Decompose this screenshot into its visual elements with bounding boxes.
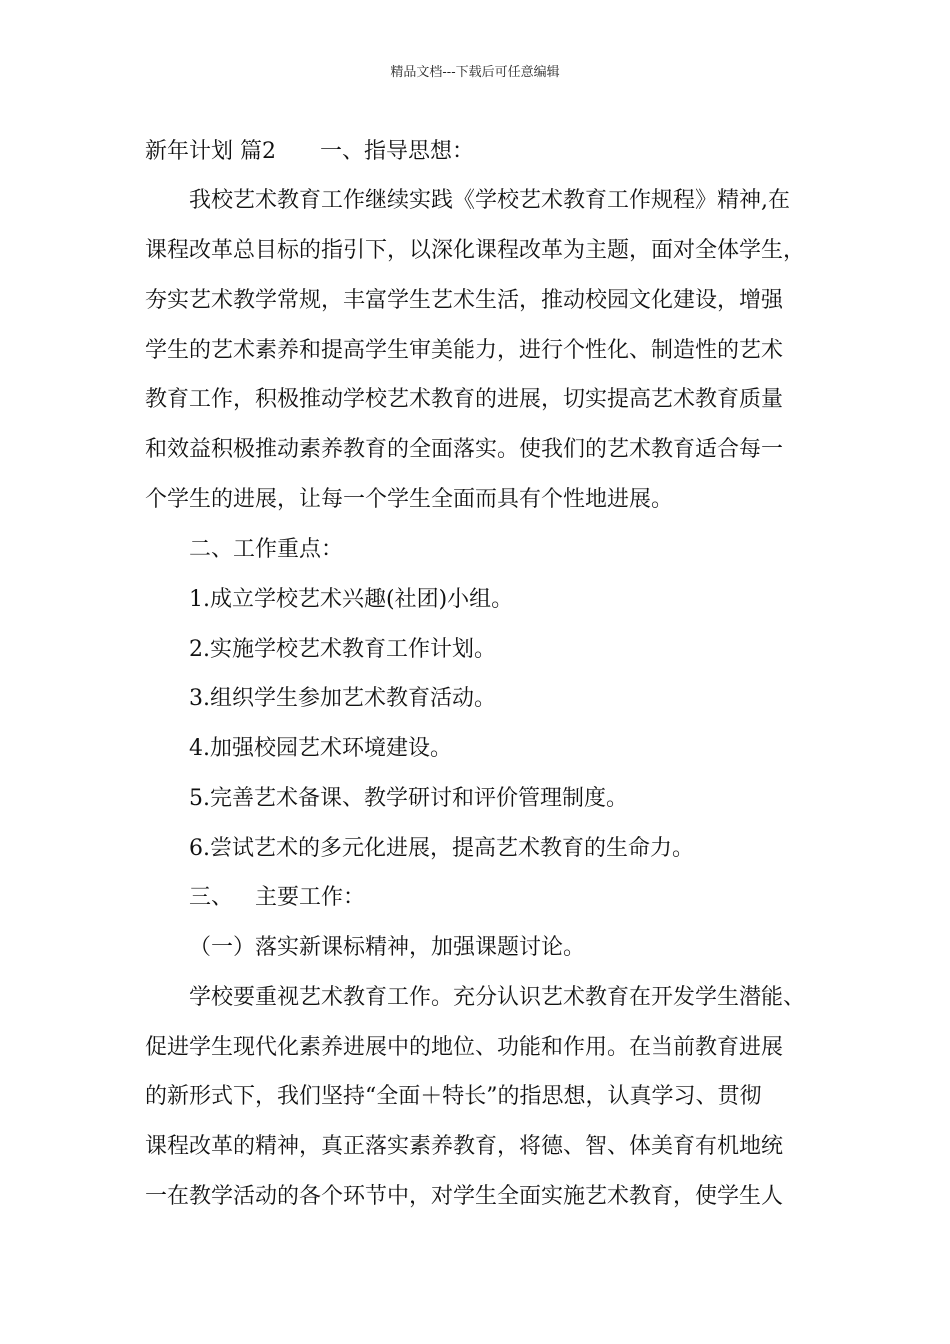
paragraph-2-line-5: 一在教学活动的各个环节中，对学生全面实施艺术教育，使学生人 — [145, 1184, 784, 1209]
section-heading-3 — [189, 883, 365, 913]
paragraph-2-line-1: 学校要重视艺术教育工作。充分认识艺术教育在开发学生潜能、 — [189, 985, 806, 1010]
paragraph-2-line-2: 促进学生现代化素养进展中的地位、功能和作用。在当前教育进展 — [145, 1035, 784, 1060]
document-title: 新年计划 篇2 — [145, 139, 276, 164]
paragraph-1-line-5: 教育工作，积极推动学校艺术教育的进展，切实提高艺术教育质量 — [145, 387, 784, 412]
section-heading-1: 一、指导思想： — [320, 139, 475, 164]
paragraph-1-line-2: 课程改革总目标的指引下，以深化课程改革为主题，面对全体学生， — [145, 238, 806, 263]
focus-item-6: 6.尝试艺术的多元化进展，提高艺术教育的生命力。 — [189, 836, 694, 861]
focus-item-5: 5.完善艺术备课、教学研讨和评价管理制度。 — [189, 786, 628, 811]
paragraph-2-line-3: 的新形式下，我们坚持“全面＋特长”的指思想，认真学习、贯彻 — [145, 1084, 762, 1109]
page-header: 精品文档---下载后可任意编辑 — [390, 65, 560, 80]
paragraph-1-line-3: 夯实艺术教学常规，丰富学生艺术生活，推动校园文化建设，增强 — [145, 288, 784, 313]
section-3-label: 主要工作： — [255, 885, 366, 910]
paragraph-1-line-6: 和效益积极推动素养教育的全面落实。使我们的艺术教育适合每一 — [145, 437, 784, 462]
section-heading-2: 二、工作重点： — [189, 537, 344, 562]
subsection-heading-1: （一）落实新课标精神，加强课题讨论。 — [189, 935, 586, 960]
paragraph-1-line-1: 我校艺术教育工作继续实践《学校艺术教育工作规程》精神,在 — [189, 188, 790, 213]
paragraph-1-line-7: 个学生的进展，让每一个学生全面而具有个性地进展。 — [145, 487, 674, 512]
section-3-number: 三、 — [189, 885, 234, 910]
paragraph-1-line-4: 学生的艺术素养和提高学生审美能力，进行个性化、制造性的艺术 — [145, 338, 784, 363]
focus-item-1: 1.成立学校艺术兴趣(社团)小组。 — [189, 587, 514, 612]
focus-item-3: 3.组织学生参加艺术教育活动。 — [189, 686, 496, 711]
title-line — [145, 137, 474, 167]
paragraph-2-line-4: 课程改革的精神，真正落实素养教育，将德、智、体美育有机地统 — [145, 1134, 784, 1159]
focus-item-2: 2.实施学校艺术教育工作计划。 — [189, 637, 496, 662]
focus-item-4: 4.加强校园艺术环境建设。 — [189, 736, 452, 761]
